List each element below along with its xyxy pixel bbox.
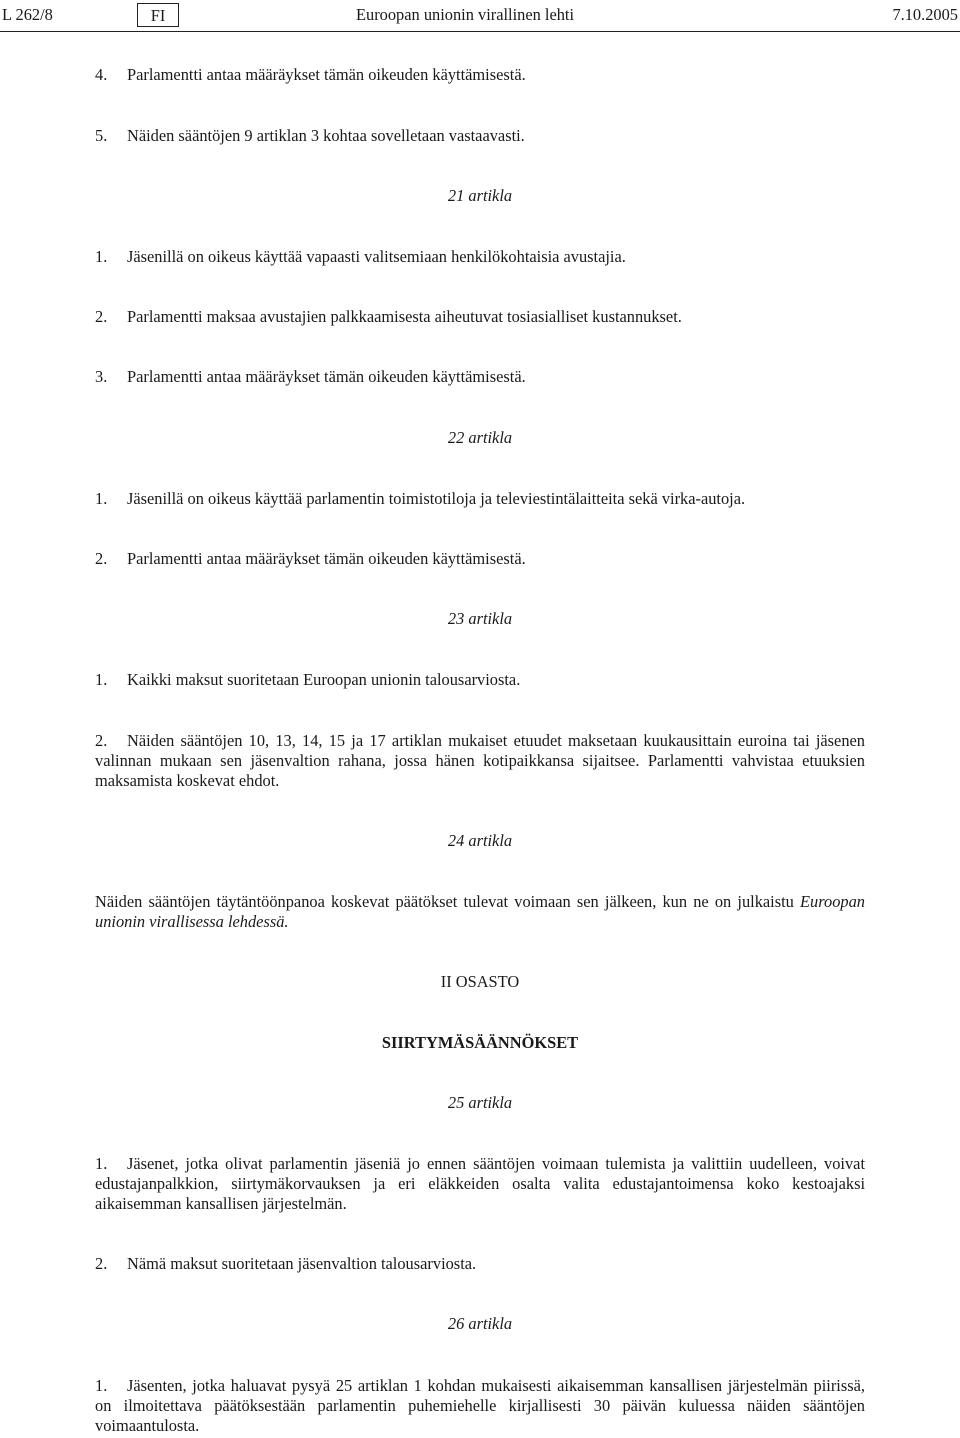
paragraph-number: 2. (95, 549, 108, 568)
paragraph-text: Parlamentti antaa määräykset tämän oikeuden käyttämisestä. (127, 549, 526, 568)
paragraph-number: 2. (95, 307, 108, 326)
paragraph-22-1 (95, 489, 745, 509)
paragraph-23-1 (95, 670, 520, 690)
paragraph-text: Näiden sääntöjen 10, 13, 14, 15 ja 17 artiklan mukaiset etuudet maksetaan kuukausittain euroina tai jäsenen valinnan mukaan sen jäsenvaltion rahana, jossa hänen kotipaikkansa sijaitsee. Parlamentti vahvistaa etuuksien maksamista koskevat ehdot. (95, 731, 865, 790)
article-24-heading: 24 artikla (447, 831, 513, 850)
paragraph-21-2 (95, 307, 682, 327)
paragraph-22-2 (95, 549, 526, 569)
article-21-heading: 21 artikla (447, 186, 513, 205)
paragraph-number: 1. (95, 247, 108, 266)
paragraph-text: Jäsenillä on oikeus käyttää parlamentin toimistotiloja ja televiestintälaitteita sekä virka-autoja. (127, 489, 746, 508)
paragraph-21-3 (95, 367, 526, 387)
header-rule (0, 31, 960, 32)
paragraph-number: 5. (95, 126, 108, 145)
paragraph-text: Jäsenten, jotka haluavat pysyä 25 artiklan 1 kohdan mukaisesti aikaisemman kansallisen järjestelmän piirissä, on ilmoitettava päätöksestään parlamentin puhemiehelle kirjallisesti 30 päivän kuluessa näiden sääntöjen voimaantulosta. (95, 1376, 865, 1435)
article-23-heading: 23 artikla (447, 609, 513, 628)
article-25-heading: 25 artikla (447, 1093, 513, 1112)
part-heading: II OSASTO (440, 972, 520, 991)
paragraph-number: 1. (95, 670, 108, 689)
paragraph-text: Näiden sääntöjen 9 artiklan 3 kohtaa sovelletaan vastaavasti. (127, 126, 525, 145)
paragraph-text: Parlamentti antaa määräykset tämän oikeuden käyttämisestä. (127, 65, 526, 84)
paragraph-text: Näiden sääntöjen täytäntöönpanoa koskevat päätökset tulevat voimaan sen jälkeen, kun ne on julkaistu (95, 892, 794, 911)
language-code-box: FI (137, 3, 179, 27)
paragraph-text: Jäsenet, jotka olivat parlamentin jäseniä jo ennen sääntöjen voimaan tulemista ja valittiin uudelleen, voivat edustajanpalkkion, siirtymäkorvauksen ja eri eläkkeiden osalta valita edustajantoimensa koko kestoajaksi aikaisemman kansallisen järjestelmän. (95, 1154, 865, 1213)
paragraph-text: Kaikki maksut suoritetaan Euroopan unionin talousarviosta. (127, 670, 521, 689)
page-reference: L 262/8 (2, 5, 53, 24)
paragraph-number: 1. (95, 1376, 108, 1395)
paragraph-number: 1. (95, 489, 108, 508)
article-26-heading: 26 artikla (447, 1314, 513, 1333)
paragraph-25-1 (95, 1154, 865, 1214)
paragraph-number: 3. (95, 367, 108, 386)
paragraph-number: 4. (95, 65, 108, 84)
paragraph-25-2 (95, 1254, 476, 1274)
paragraph-24 (95, 892, 865, 932)
paragraph-text: Jäsenillä on oikeus käyttää vapaasti valitsemiaan henkilökohtaisia avustajia. (127, 247, 626, 266)
paragraph-text: Nämä maksut suoritetaan jäsenvaltion talousarviosta. (127, 1254, 477, 1273)
paragraph-text: Parlamentti antaa määräykset tämän oikeuden käyttämisestä. (127, 367, 526, 386)
paragraph-23-2 (95, 731, 865, 791)
journal-title: Euroopan unionin virallinen lehti (356, 5, 575, 24)
paragraph-20-5 (95, 126, 525, 146)
paragraph-number: 2. (95, 731, 108, 750)
publication-date: 7.10.2005 (892, 5, 958, 24)
paragraph-text: Parlamentti maksaa avustajien palkkaamisesta aiheutuvat tosiasialliset kustannukset. (127, 307, 682, 326)
page-header (0, 3, 960, 29)
article-22-heading: 22 artikla (447, 428, 513, 447)
paragraph-number: 2. (95, 1254, 108, 1273)
paragraph-number: 1. (95, 1154, 108, 1173)
journal-name-italic: Euroopan unionin virallisessa lehdessä. (95, 892, 865, 931)
paragraph-20-4 (95, 65, 526, 85)
paragraph-21-1 (95, 247, 626, 267)
part-title: SIIRTYMÄSÄÄNNÖKSET (381, 1033, 579, 1052)
paragraph-26-1 (95, 1376, 865, 1436)
